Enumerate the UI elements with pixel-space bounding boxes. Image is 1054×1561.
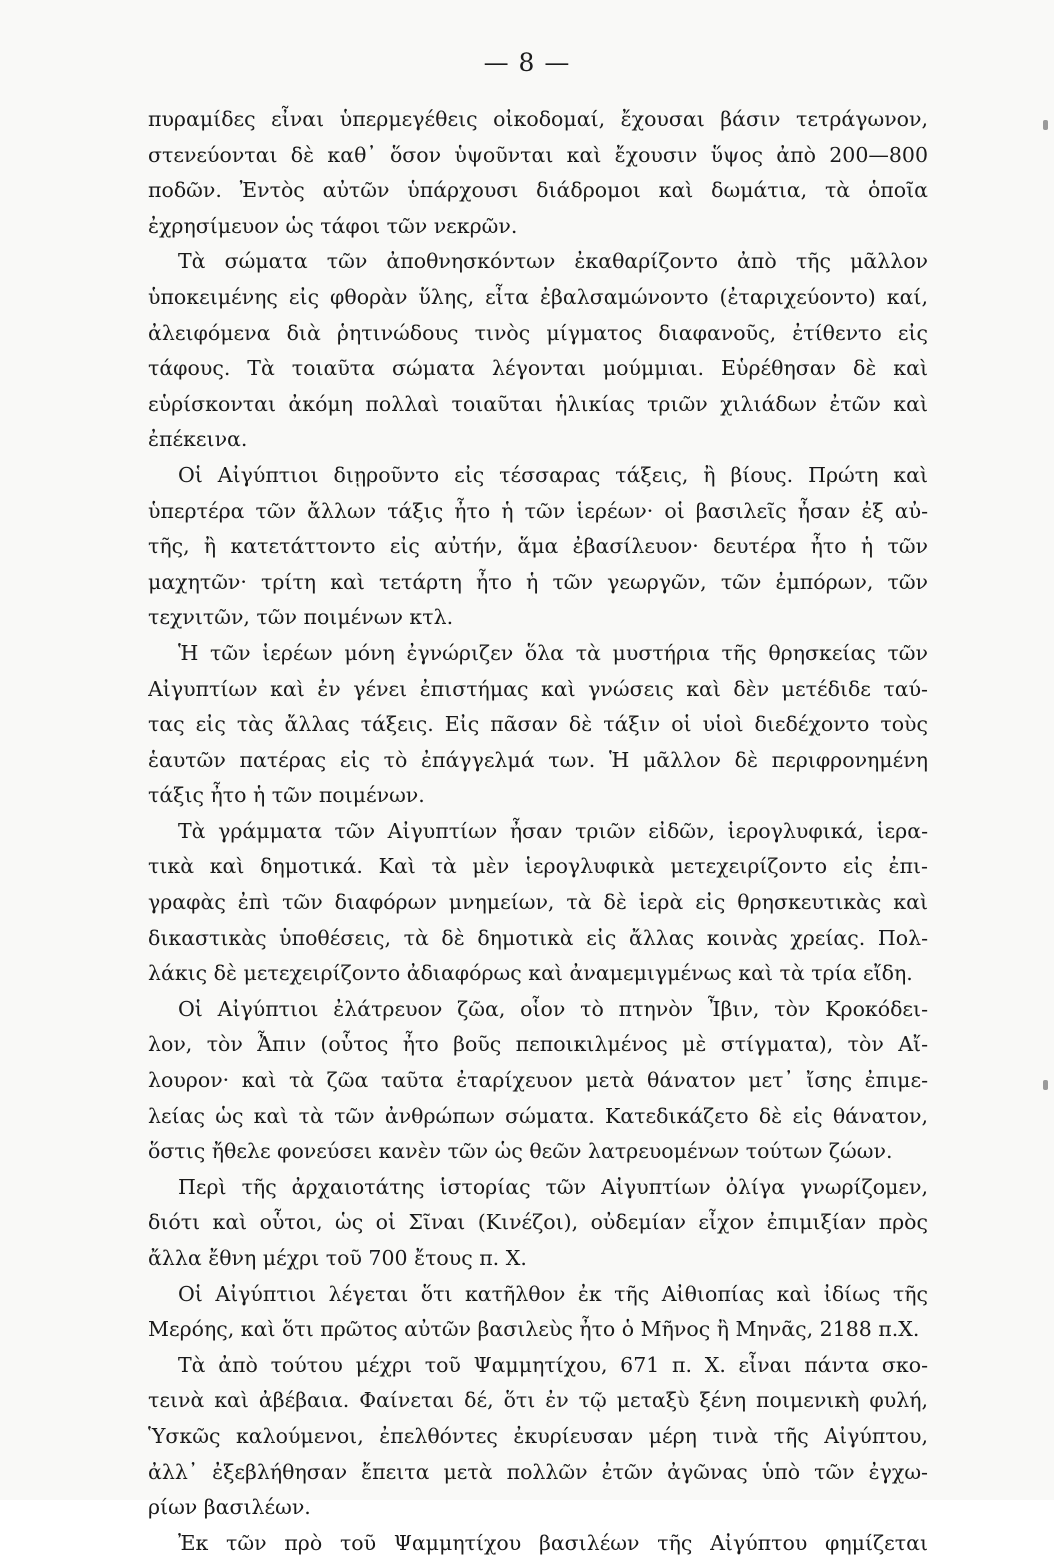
text-line: γραφὰς ἐπὶ τῶν διαφόρων μνημείων, τὰ δὲ ἱερὰ εἰς θρησκευτικὰς καὶ bbox=[148, 890, 928, 915]
text-line: ρίων βασιλέων. bbox=[148, 1495, 311, 1520]
text-line: τάξις ἦτο ἡ τῶν ποιμένων. bbox=[148, 783, 425, 808]
text-line: εὑρίσκονται ἀκόμη πολλαὶ τοιαῦται ἡλικίας τριῶν χιλιάδων ἐτῶν καὶ bbox=[148, 391, 928, 416]
text-line: Περὶ τῆς ἀρχαιοτάτης ἱστορίας τῶν Αἰγυπτίων ὀλίγα γνωρίζομεν, bbox=[178, 1174, 928, 1199]
text-line: Ὑσκῶς καλούμενοι, ἐπελθόντες ἐκυρίευσαν μέρη τινὰ τῆς Αἰγύπτου, bbox=[148, 1423, 928, 1448]
page-edge-mark bbox=[1043, 120, 1048, 130]
text-line: στενεύονται δὲ καθ᾽ ὅσον ὑψοῦνται καὶ ἔχουσιν ὕψος ἀπὸ 200—800 bbox=[148, 142, 928, 167]
text-line: τῆς, ἢ κατετάττοντο εἰς αὐτήν, ἅμα ἐβασίλευον· δευτέρα ἦτο ἡ τῶν bbox=[148, 534, 928, 559]
text-line: ἀλειφόμενα διὰ ῥητινώδους τινὸς μίγματος διαφανοῦς, ἐτίθεντο εἰς bbox=[148, 320, 928, 345]
text-line: ὑποκειμένης εἰς φθορὰν ὕλης, εἶτα ἐβαλσαμώνοντο (ἐταριχεύοντο) καί, bbox=[148, 284, 928, 309]
text-line: ποδῶν. Ἐντὸς αὐτῶν ὑπάρχουσι διάδρομοι καὶ δωμάτια, τὰ ὁποῖα bbox=[148, 178, 928, 203]
text-line: Ἡ τῶν ἱερέων μόνη ἐγνώριζεν ὅλα τὰ μυστήρια τῆς θρησκείας τῶν bbox=[178, 640, 928, 665]
page-edge-mark bbox=[1043, 1080, 1048, 1090]
text-line: λείας ὡς καὶ τὰ τῶν ἀνθρώπων σώματα. Κατεδικάζετο δὲ εἰς θάνατον, bbox=[148, 1103, 928, 1128]
text-line: ἐχρησίμευον ὡς τάφοι τῶν νεκρῶν. bbox=[148, 213, 518, 238]
text-line: τεχνιτῶν, τῶν ποιμένων κτλ. bbox=[148, 605, 454, 630]
text-line: ἐπέκεινα. bbox=[148, 427, 248, 452]
text-line: Αἰγυπτίων καὶ ἐν γένει ἐπιστήμας καὶ γνώσεις καὶ δὲν μετέδιδε ταύ- bbox=[148, 676, 928, 701]
text-line: τικὰ καὶ δημοτικά. Καὶ τὰ μὲν ἱερογλυφικὰ μετεχειρίζοντο εἰς ἐπι- bbox=[148, 854, 928, 879]
text-line: μαχητῶν· τρίτη καὶ τετάρτη ἦτο ἡ τῶν γεωργῶν, τῶν ἐμπόρων, τῶν bbox=[148, 569, 928, 594]
text-line: διότι καὶ οὗτοι, ὡς οἱ Σῖναι (Κινέζοι), οὐδεμίαν εἶχον ἐπιμιξίαν πρὸς bbox=[148, 1210, 928, 1235]
text-line: Τὰ γράμματα τῶν Αἰγυπτίων ἦσαν τριῶν εἰδῶν, ἱερογλυφικά, ἱερα- bbox=[178, 818, 928, 843]
text-line: τάφους. Τὰ τοιαῦτα σώματα λέγονται μούμμιαι. Εὑρέθησαν δὲ καὶ bbox=[148, 356, 928, 381]
text-line: ὑπερτέρα τῶν ἄλλων τάξις ἦτο ἡ τῶν ἱερέων· οἱ βασιλεῖς ἦσαν ἐξ αὐ- bbox=[148, 498, 928, 523]
text-line: δικαστικὰς ὑποθέσεις, τὰ δὲ δημοτικὰ εἰς ἄλλας κοινὰς χρείας. Πολ- bbox=[148, 925, 928, 950]
text-line: Οἱ Αἰγύπτιοι ἐλάτρευον ζῶα, οἷον τὸ πτηνὸν Ἶβιν, τὸν Κροκόδει- bbox=[178, 996, 928, 1021]
text-line: λουρον· καὶ τὰ ζῶα ταῦτα ἐταρίχευον μετὰ θάνατον μετ᾽ ἴσης ἐπιμε- bbox=[148, 1068, 928, 1093]
page-number: — 8 — bbox=[483, 48, 571, 77]
body-text bbox=[148, 102, 928, 1561]
text-line: λον, τὸν Ἆπιν (οὗτος ἦτο βοῦς πεποικιλμένος μὲ στίγματα), τὸν Αἴ- bbox=[148, 1032, 928, 1057]
text-line: Τὰ σώματα τῶν ἀποθνησκόντων ἐκαθαρίζοντο ἀπὸ τῆς μᾶλλον bbox=[178, 249, 928, 274]
text-line: Οἱ Αἰγύπτιοι λέγεται ὅτι κατῆλθον ἐκ τῆς Αἰθιοπίας καὶ ἰδίως τῆς bbox=[178, 1281, 928, 1306]
text-line: πυραμίδες εἶναι ὑπερμεγέθεις οἰκοδομαί, ἔχουσαι βάσιν τετράγωνον, bbox=[148, 107, 928, 131]
text-line: τεινὰ καὶ ἀβέβαια. Φαίνεται δέ, ὅτι ἐν τῷ μεταξὺ ξένη ποιμενικὴ φυλή, bbox=[148, 1388, 928, 1413]
text-line: Μερόης, καὶ ὅτι πρῶτος αὐτῶν βασιλεὺς ἦτο ὁ Μῆνος ἢ Μηνᾶς, 2188 π.Χ. bbox=[148, 1317, 920, 1342]
text-line: Ἐκ τῶν πρὸ τοῦ Ψαμμητίχου βασιλέων τῆς Αἰγύπτου φημίζεται bbox=[178, 1530, 928, 1555]
text-line: Οἱ Αἰγύπτιοι διῃροῦντο εἰς τέσσαρας τάξεις, ἢ βίους. Πρώτη καὶ bbox=[178, 462, 928, 487]
text-line: ἄλλα ἔθνη μέχρι τοῦ 700 ἔτους π. Χ. bbox=[148, 1246, 527, 1270]
text-line: ὅστις ἤθελε φονεύσει κανὲν τῶν ὡς θεῶν λατρευομένων τούτων ζώων. bbox=[148, 1139, 893, 1164]
text-line: λάκις δὲ μετεχειρίζοντο ἀδιαφόρως καὶ ἀναμεμιγμένως καὶ τὰ τρία εἴδη. bbox=[148, 961, 913, 986]
text-line: Τὰ ἀπὸ τούτου μέχρι τοῦ Ψαμμητίχου, 671 π. Χ. εἶναι πάντα σκο- bbox=[178, 1352, 928, 1377]
text-line: ἑαυτῶν πατέρας εἰς τὸ ἐπάγγελμά των. Ἡ μᾶλλον δὲ περιφρονημένη bbox=[148, 747, 928, 772]
text-line: τας εἰς τὰς ἄλλας τάξεις. Εἰς πᾶσαν δὲ τάξιν οἱ υἱοὶ διεδέχοντο τοὺς bbox=[148, 712, 928, 737]
text-line: ἀλλ᾽ ἐξεβλήθησαν ἔπειτα μετὰ πολλῶν ἐτῶν ἀγῶνας ὑπὸ τῶν ἐγχω- bbox=[148, 1459, 928, 1484]
